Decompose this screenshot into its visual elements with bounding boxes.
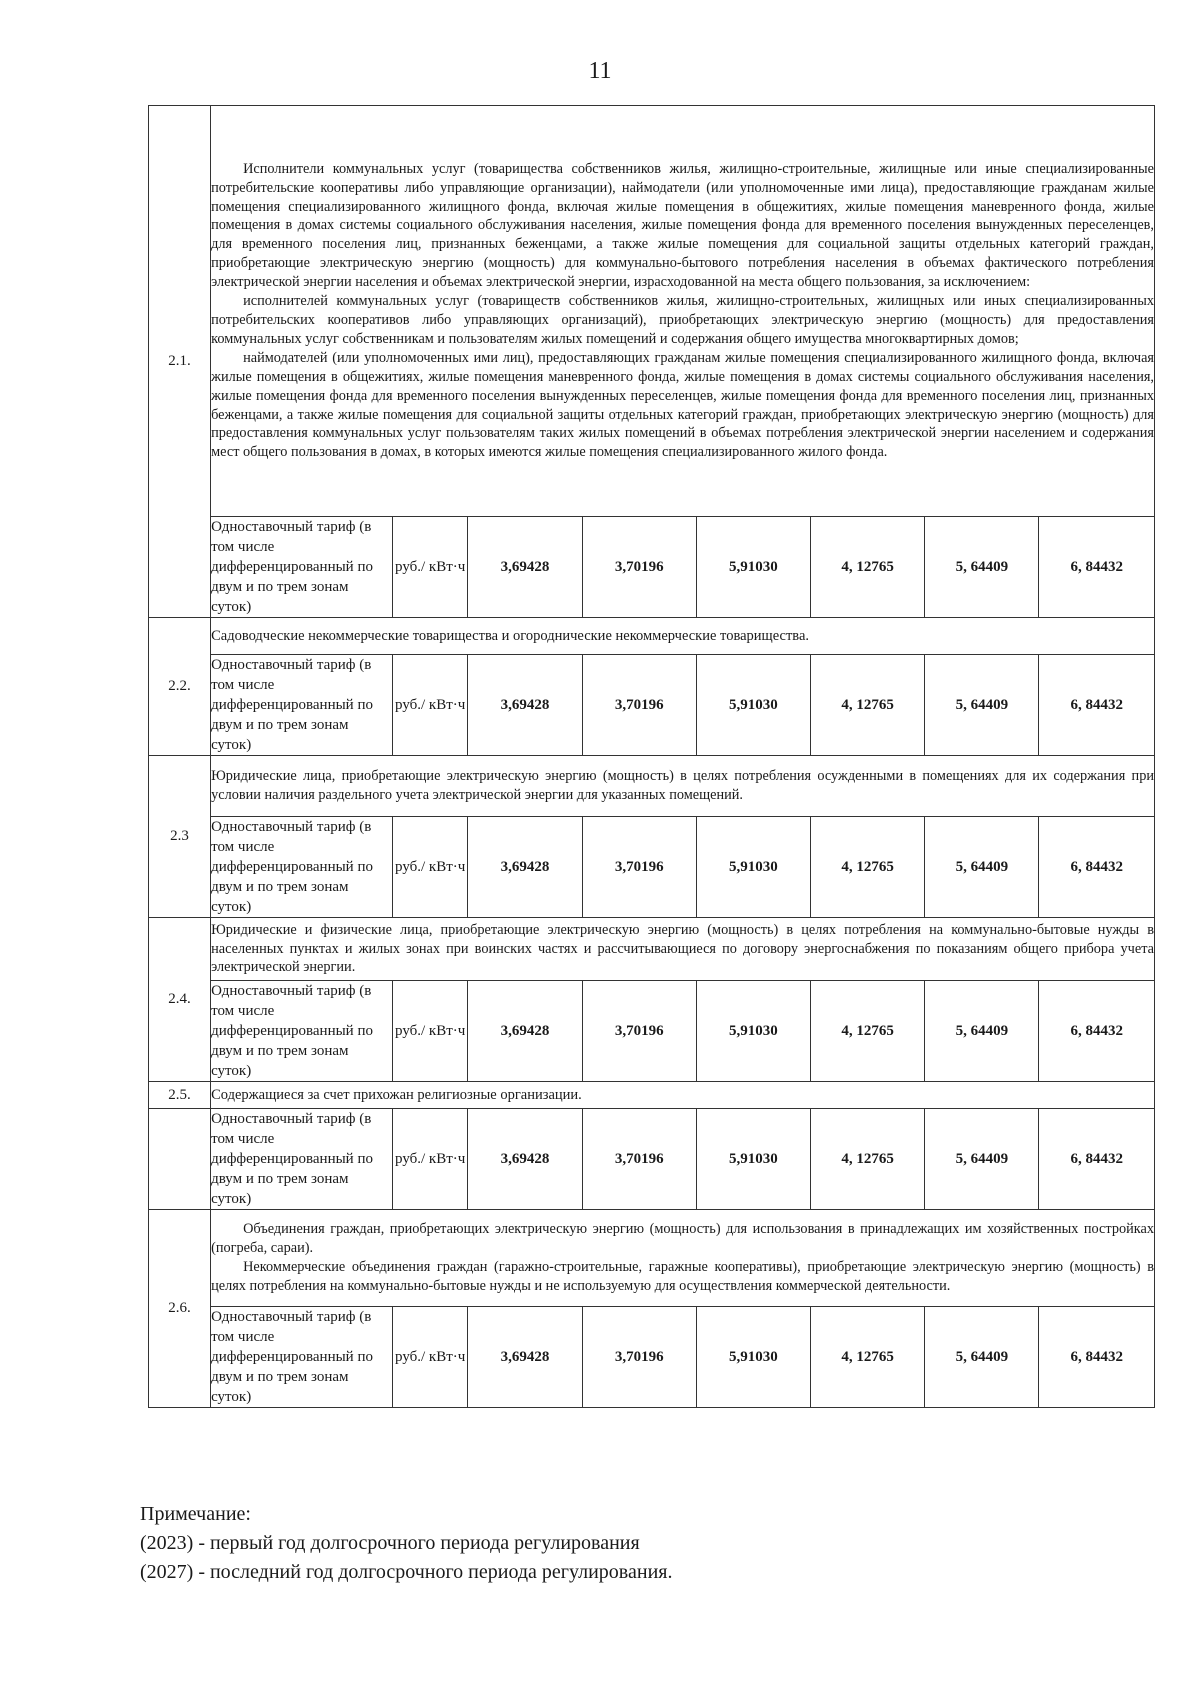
tariff-row [149,981,1155,1082]
tariff-label: Одноставочный тариф (в том числе дифференцированный по двум и по трем зонам суток) [211,655,393,756]
tariff-value: 5, 64409 [925,981,1039,1082]
footnote-line: (2023) - первый год долгосрочного периода регулирования [140,1532,640,1554]
tariff-value: 3,70196 [582,1307,696,1408]
description-paragraph: Исполнители коммунальных услуг (товарищества собственников жилья, жилищно-строительные, жилищные или иные специализированные потребительские кооперативы либо управляющие организации), наймодатели (или уполномоченные ими лица), предоставляющие гражданам жилые помещения специализированного жилищного фонда, включая жилые помещения в общежитиях, жилые помещения маневренного фонда, жилые помещения в домах системы социального обслуживания населения, жилые помещения фонда для временного поселения вынужденных переселенцев, для временного поселения лиц, признанных беженцами, а также жилые помещения для социальной защиты отдельных категорий граждан, приобретающие электрическую энергию (мощность) для коммунально-бытового потребления населения в объемах фактического потребления электрической энергии населения и объемах электрической энергии, израсходованной на места общего пользования, за исключением: [211,160,1154,291]
description-paragraph: Юридические лица, приобретающие электрическую энергию (мощность) в целях потребления осужденными в помещениях для их содержания при условии наличия раздельного учета электрической энергии для указанных помещений. [211,768,1154,803]
tariff-value: 4, 12765 [811,655,925,756]
tariff-value: 6, 84432 [1039,655,1155,756]
tariff-value: 5,91030 [696,1109,810,1210]
section-description [211,756,1155,817]
tariff-value: 4, 12765 [811,981,925,1082]
tariff-value: 5, 64409 [925,1109,1039,1210]
tariff-value: 5,91030 [696,817,810,918]
tariff-value: 3,70196 [582,817,696,918]
tariff-value: 5, 64409 [925,655,1039,756]
tariff-value: 3,70196 [582,517,696,618]
tariff-value: 4, 12765 [811,517,925,618]
tariff-row [149,655,1155,756]
tariff-value: 6, 84432 [1039,1307,1155,1408]
description-paragraph: Юридические и физические лица, приобретающие электрическую энергию (мощность) в целях потребления на коммунально-бытовые нужды в населенных пунктах и жилых зонах при воинских частях и рассчитывающиеся по договору энергоснабжения по показаниям общего прибора учета электрической энергии. [211,921,1154,976]
tariff-value: 4, 12765 [811,1307,925,1408]
tariff-row [149,817,1155,918]
tariff-value: 5,91030 [696,517,810,618]
tariff-label: Одноставочный тариф (в том числе дифференцированный по двум и по трем зонам суток) [211,981,393,1082]
description-paragraph: Содержащиеся за счет прихожан религиозные организации. [211,1086,582,1103]
description-paragraph: исполнителей коммунальных услуг (товариществ собственников жилья, жилищно-строительных, жилищных или иных специализированных потребительских кооперативов либо управляющих организаций), приобретающих электрическую энергию (мощность) для предоставления коммунальных услуг собственникам и пользователям жилых помещений и содержания общего имущества многоквартирных домов; [211,293,1154,347]
section-2-2-description-row [149,618,1155,655]
tariff-value: 5,91030 [696,981,810,1082]
tariff-value: 5,91030 [696,655,810,756]
tariff-unit: руб./ кВт·ч [392,1307,467,1408]
section-description [211,618,1155,655]
tariff-value: 4, 12765 [811,817,925,918]
description-paragraph: Некоммерческие объединения граждан (гаражно-строительные, гаражные кооперативы), приобретающие электрическую энергию (мощность) в целях потребления на коммунально-бытовые нужды и не используемую для осуществления коммерческой деятельности. [211,1259,1154,1294]
tariff-value: 5, 64409 [925,517,1039,618]
tariff-value: 3,69428 [468,1307,582,1408]
tariff-label: Одноставочный тариф (в том числе дифференцированный по двум и по трем зонам суток) [211,1307,393,1408]
section-number: 2.3 [149,756,211,918]
tariff-value: 3,70196 [582,981,696,1082]
section-number: 2.1. [149,106,211,618]
section-description [211,918,1155,981]
tariff-value: 3,69428 [468,1109,582,1210]
tariff-value: 6, 84432 [1039,817,1155,918]
section-2-1-description-row [149,106,1155,517]
section-number-empty [149,1109,211,1210]
section-2-3-description-row [149,756,1155,817]
tariff-unit: руб./ кВт·ч [392,1109,467,1210]
tariff-unit: руб./ кВт·ч [392,817,467,918]
tariff-value: 3,70196 [582,655,696,756]
footnote-line: (2027) - последний год долгосрочного периода регулирования. [140,1561,673,1583]
tariff-value: 3,69428 [468,981,582,1082]
section-2-4-description-row [149,918,1155,981]
tariff-unit: руб./ кВт·ч [392,655,467,756]
tariff-row [149,1109,1155,1210]
footnote [140,1500,672,1587]
section-number: 2.2. [149,618,211,756]
tariff-value: 3,70196 [582,1109,696,1210]
tariff-value: 3,69428 [468,517,582,618]
section-number: 2.4. [149,918,211,1082]
tariff-value: 5, 64409 [925,1307,1039,1408]
description-paragraph: наймодателей (или уполномоченных ими лиц), предоставляющих гражданам жилые помещения специализированного жилищного фонда, включая жилые помещения в общежитиях, жилые помещения маневренного фонда, жилые помещения в домах системы социального обслуживания населения, жилые помещения фонда для временного поселения вынужденных переселенцев, жилые помещения фонда для временного поселения лиц, признанных беженцами, а также жилые помещения для социальной защиты отдельных категорий граждан, приобретающих электрическую энергию (мощность) для предоставления коммунальных услуг пользователям таких жилых помещений в объемах потребления электрической энергии населением и содержания мест общего пользования в домах, в которых имеются жилые помещения специализированного жилого фонда. [211,349,1154,461]
page-number: 11 [588,58,612,84]
tariff-value: 3,69428 [468,655,582,756]
description-paragraph: Объединения граждан, приобретающих электрическую энергию (мощность) для использования в принадлежащих им хозяйственных постройках (погреба, сараи). [211,1221,1154,1257]
footnote-title: Примечание: [140,1503,251,1525]
section-2-5-description-row [149,1082,1155,1109]
tariff-row [149,1307,1155,1408]
section-description [211,1210,1155,1307]
tariff-value: 6, 84432 [1039,981,1155,1082]
section-description [211,106,1155,517]
section-2-6-description-row [149,1210,1155,1307]
tariff-table [148,105,1155,1408]
tariff-value: 5,91030 [696,1307,810,1408]
tariff-value: 4, 12765 [811,1109,925,1210]
section-number: 2.5. [149,1082,211,1109]
tariff-label: Одноставочный тариф (в том числе дифференцированный по двум и по трем зонам суток) [211,817,393,918]
section-description [211,1082,1155,1109]
tariff-row [149,517,1155,618]
section-number: 2.6. [149,1210,211,1408]
tariff-unit: руб./ кВт·ч [392,517,467,618]
description-paragraph: Садоводческие некоммерческие товарищества и огороднические некоммерческие товарищества. [211,627,809,644]
tariff-value: 5, 64409 [925,817,1039,918]
tariff-value: 6, 84432 [1039,1109,1155,1210]
tariff-label: Одноставочный тариф (в том числе дифференцированный по двум и по трем зонам суток) [211,1109,393,1210]
tariff-unit: руб./ кВт·ч [392,981,467,1082]
tariff-label: Одноставочный тариф (в том числе дифференцированный по двум и по трем зонам суток) [211,517,393,618]
tariff-value: 3,69428 [468,817,582,918]
tariff-value: 6, 84432 [1039,517,1155,618]
